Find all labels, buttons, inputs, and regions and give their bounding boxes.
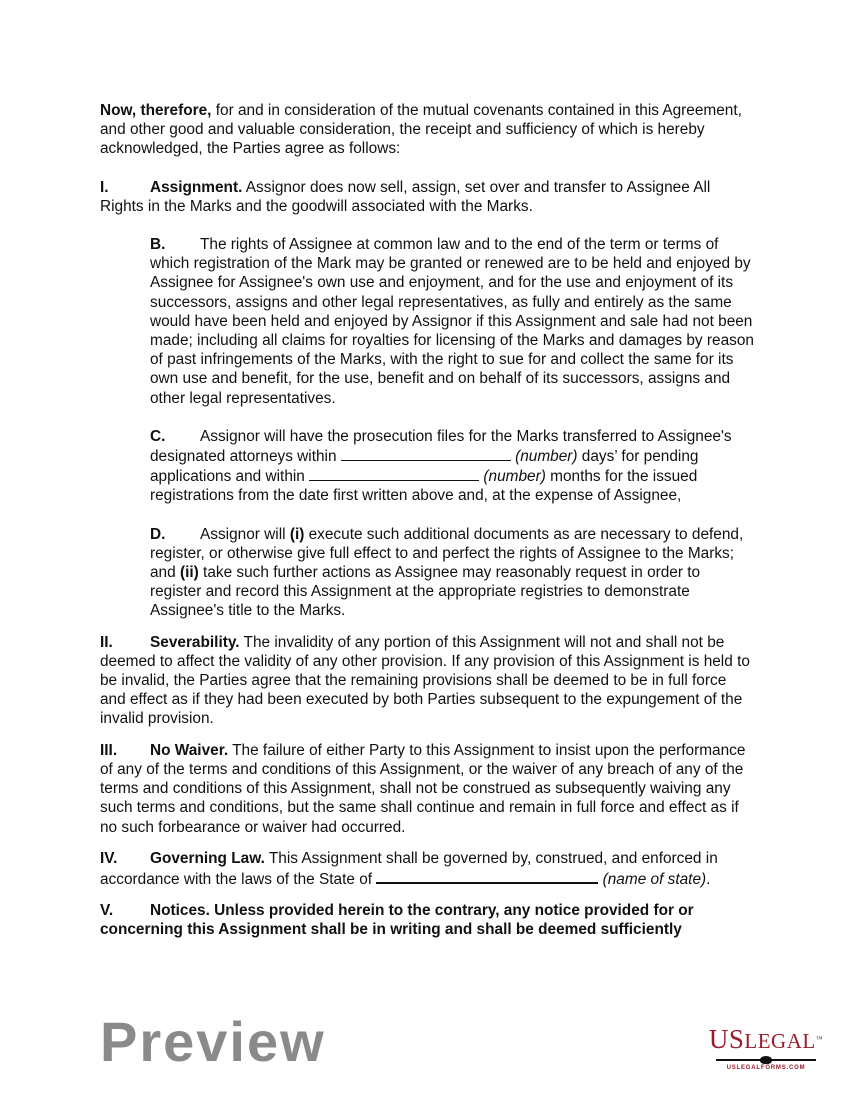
section-no-waiver: III. No Waiver. The failure of either Party to this Assignment to insist upon the performance of any of the terms and conditions of this Assignment, or the waiver of any breach of any of the terms and conditions of this Assignment, shall not be construed as subsequently waiving any such terms and conditions, but the same shall continue and remain in full force and effect as if no such forbearance or waiver had occurred. [100,741,746,836]
eagle-icon [716,1056,816,1064]
state-blank-field[interactable] [376,868,598,884]
document-page [100,101,755,940]
subsection-c: C. Assignor will have the prosecution files for the Marks transferred to Assignee's designated attorneys within (number) days’ for pending applications and within (number) months for the issued registrations from the date first written above and, at the expense of Assignee, [150,427,732,505]
logo-url: USLEGALFORMS.COM [726,1065,806,1071]
intro-paragraph: Now, therefore, for and in consideration of the mutual covenants contained in this Agreement, and other good and valuable consideration, the receipt and sufficiency of which is hereby acknowledged, the Parties agree as follows: [100,102,742,158]
section-notices: V. Notices. Unless provided herein to the contrary, any notice provided for or concerning this Assignment shall be in writing and shall be deemed sufficiently [100,902,694,939]
subsection-b: B. The rights of Assignee at common law and to the end of the term or terms of which registration of the Mark may be granted or renewed are to be held and enjoyed by Assignee for Assignee's own use and enjoyment, and for the use and enjoyment of its successors, assigns and other legal representatives, as fully and entirely as the same would have been held and enjoyed by Assignor if this Assignment and sale had not been made; including all claims for royalties for licensing of the Marks and damages by reason of past infringements of the Marks, with the right to sue for and collect the same for its own use and benefit, for the use, benefit and on behalf of its successors, assigns and other legal representatives. [150,236,754,407]
days-blank-field[interactable] [341,446,511,461]
uslegal-logo[interactable] [706,1025,826,1071]
months-blank-field[interactable] [309,466,479,481]
preview-watermark: Preview [100,1010,326,1073]
section-severability: II. Severability. The invalidity of any portion of this Assignment will not and shall not be deemed to affect the validity of any other provision. If any provision of this Assignment is held to be invalid, the Parties agree that the remaining provisions shall be deemed to be in full force and effect as if they had been executed by both Parties subsequent to the expungement of the invalid provision. [100,633,750,728]
subsection-d: D. Assignor will (i) execute such additional documents as are necessary to defend, register, or otherwise give full effect to and perfect the rights of Assignee to the Marks; and (ii) take such further actions as Assignee may reasonably request in order to register and record this Assignment at the appropriate registries to demonstrate Assignee's title to the Marks. [150,525,744,620]
section-assignment: I. Assignment. Assignor does now sell, assign, set over and transfer to Assignee All Rights in the Marks and the goodwill associated with the Marks. [100,178,711,215]
logo-wordmark: USLEGAL™ [708,1024,824,1054]
section-governing-law: IV. Governing Law. This Assignment shall be governed by, construed, and enforced in accordance with the laws of the State of (name of state). [100,849,718,888]
